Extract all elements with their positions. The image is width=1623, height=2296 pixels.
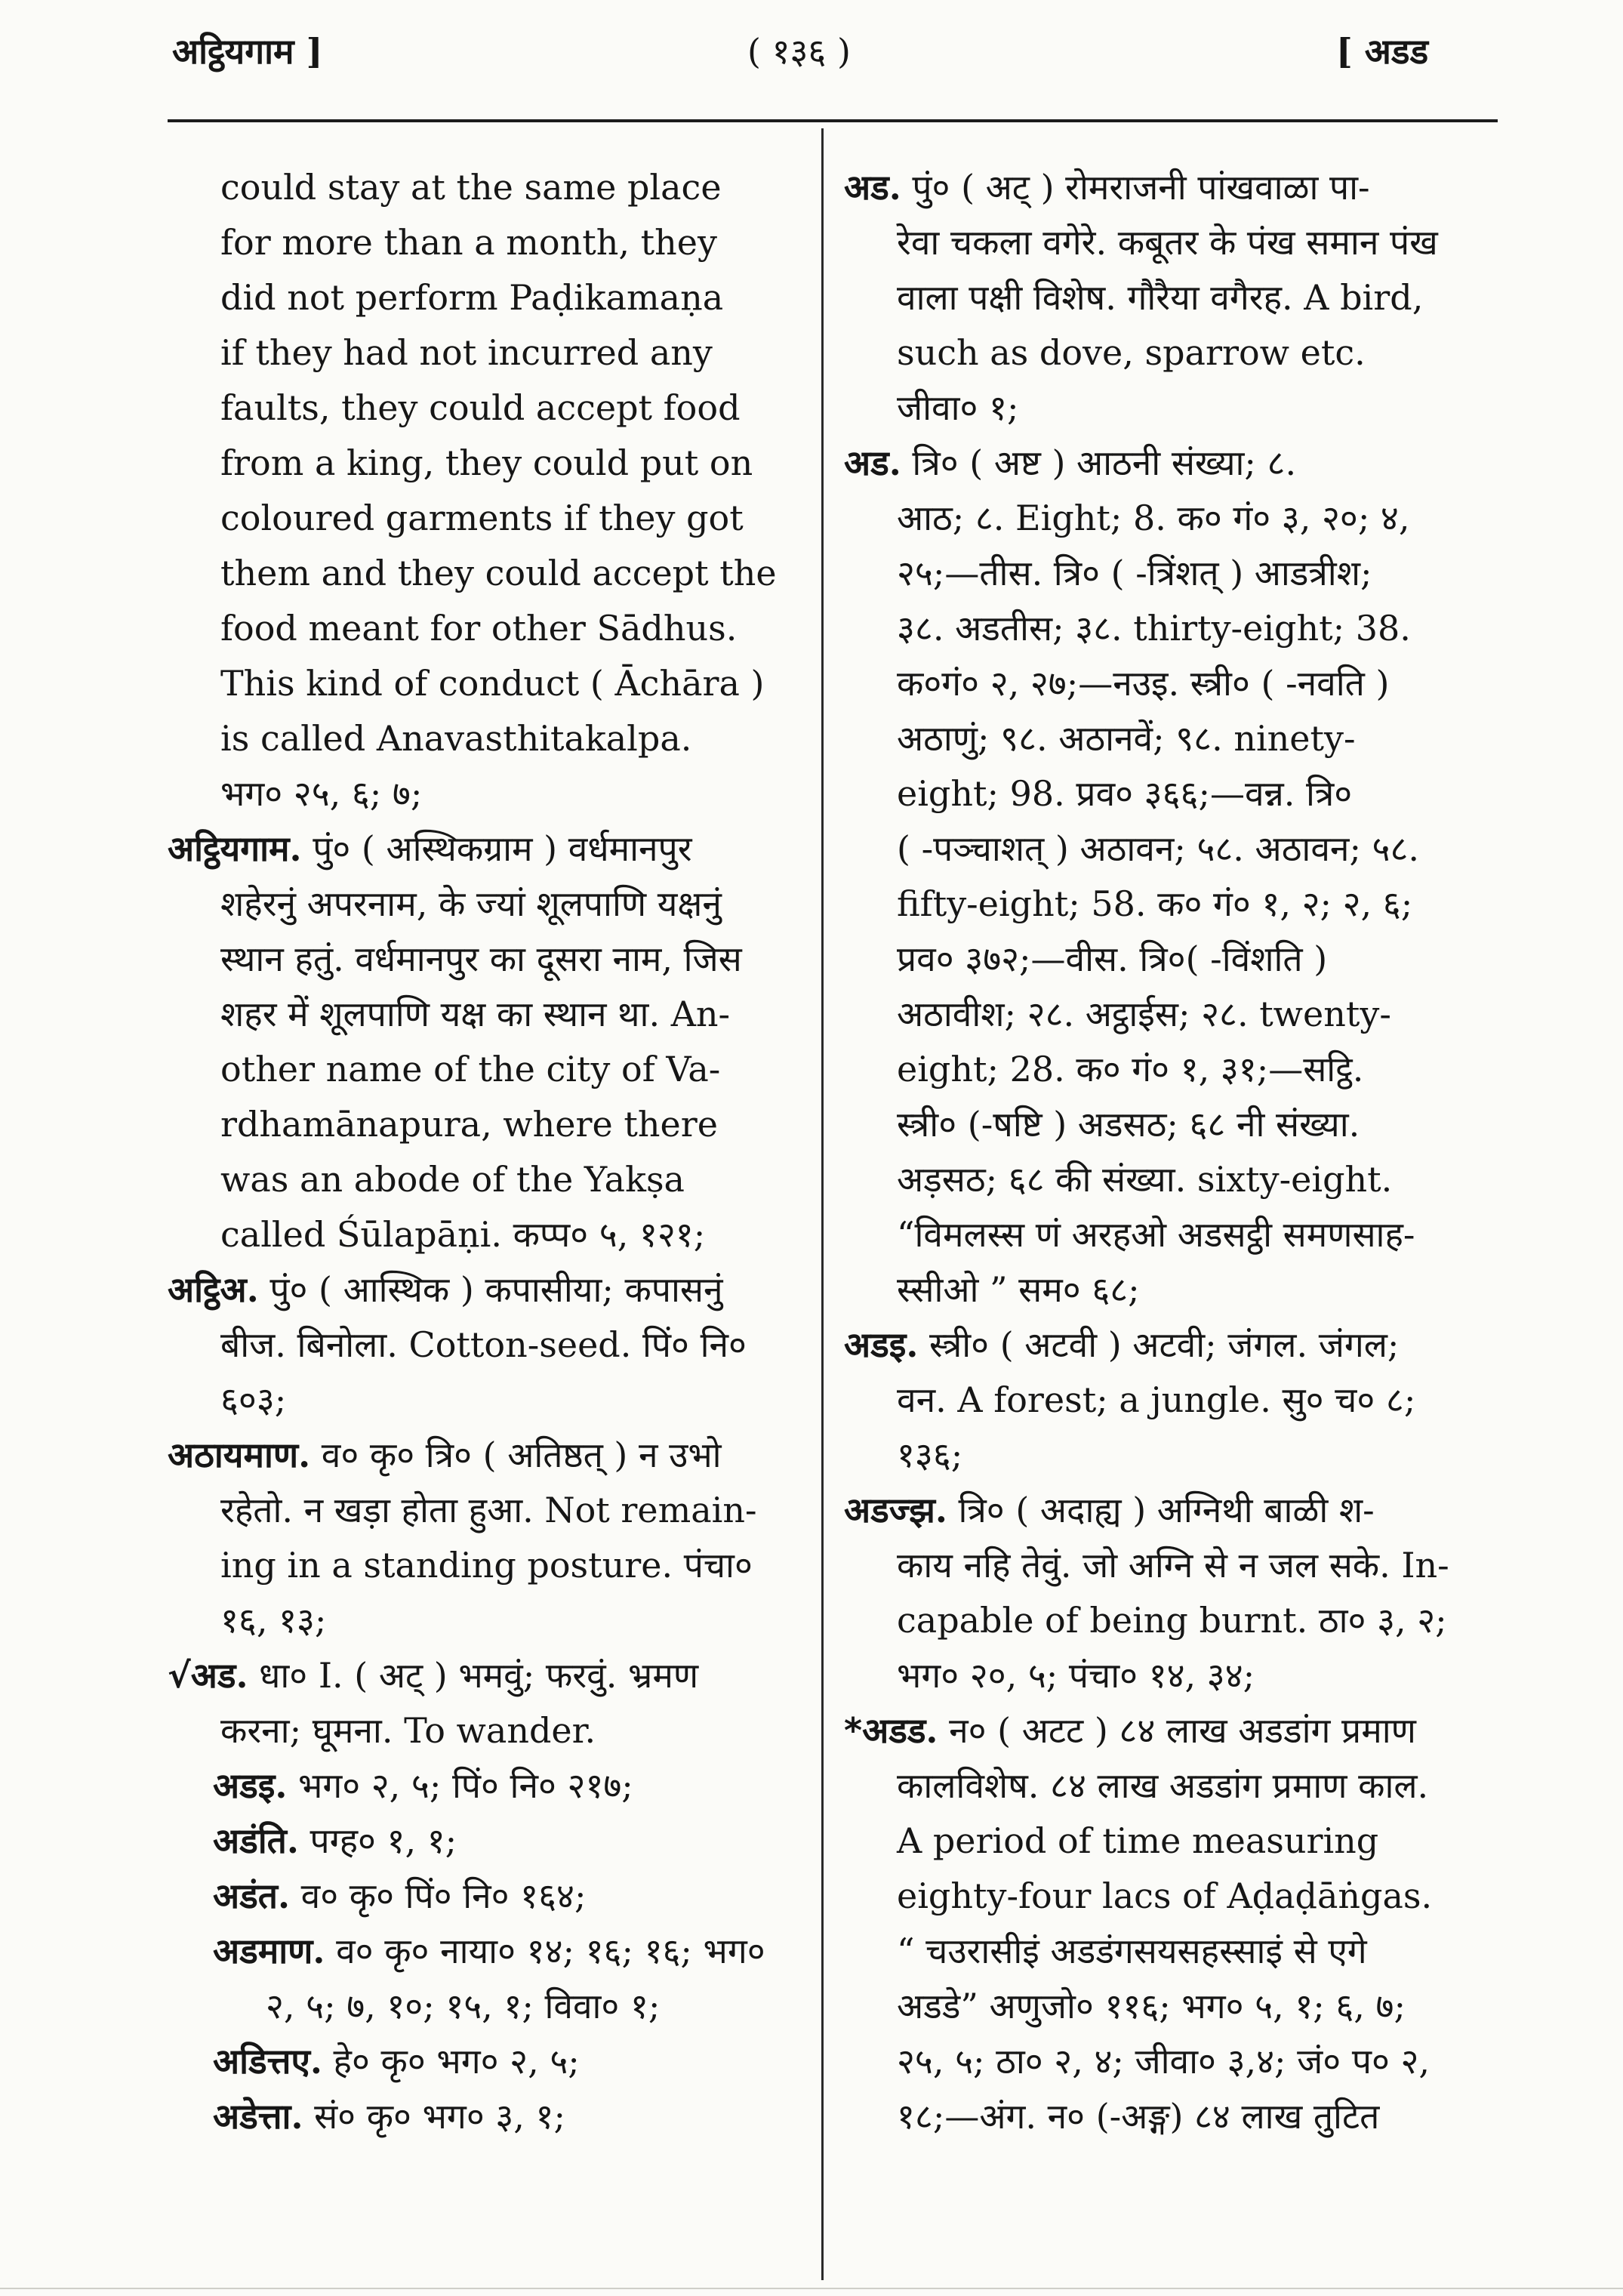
right-column	[844, 160, 1501, 2144]
subentry-adanti	[168, 1814, 802, 1869]
subentry-headword: अडंति.	[213, 1820, 299, 1861]
entry-headword: अट्ठियगाम.	[168, 828, 302, 869]
entry-body: धा० I. ( अट् ) भमवुं; फरवुं. भ्रमण करना; घूमना. To wander.	[220, 1655, 699, 1751]
entry-body: स्त्री० ( अटवी ) अटवी; जंगल. जंगल; वन. A forest; a jungle. सु० च० ८; १३६;	[897, 1324, 1416, 1475]
subentry-body: व० कृ० पिं० नि० १६४;	[290, 1875, 587, 1916]
entry-headword: अठायमाण.	[168, 1435, 311, 1475]
subentry-adanta	[168, 1869, 802, 1924]
running-head-left: अट्ठियगाम ]	[172, 31, 323, 72]
subentry-aditta	[168, 2034, 802, 2089]
subentry-headword: अडइ.	[213, 1765, 288, 1806]
entry-adajjha	[844, 1483, 1501, 1703]
entry-body: पुं० ( अस्थिकग्राम ) वर्धमानपुर शहेरनुं अपरनाम, के ज्यां शूलपाणि यक्षनुं स्थान हतुं. वर्धमानपुर का दूसरा नाम, जिस शहर में शूलपाणि यक्ष का स्थान था. An- other name of the city of Va- rdhamānapura, where there was an abode of the Yakṣa called Śūlapāṇi. कप्प० ५, १२१;	[220, 828, 742, 1255]
subentry-adai	[168, 1758, 802, 1814]
subentry-body: सं० कृ० भग० ३, १;	[303, 2096, 565, 2137]
column-divider	[821, 128, 824, 2280]
running-head-right: [ अडड	[1336, 31, 1429, 72]
entry-headword: अट्ठिअ.	[168, 1269, 259, 1310]
entry-body: पुं० ( आस्थिक ) कपासीया; कपासनुं बीज. बिनोला. Cotton-seed. पिं० नि० ६०३;	[220, 1269, 747, 1420]
subentry-headword: अडंत.	[213, 1875, 290, 1916]
subentry-body: व० कृ० नाया० १४; १६; १६; भग० २, ५; ७, १०; १५, १; विवा० १;	[266, 1931, 765, 2026]
page-edge-line	[0, 2288, 1623, 2289]
entry-atthia	[168, 1262, 802, 1428]
entry-headword: अडड.	[862, 1710, 938, 1751]
page-number: ( १३६ )	[747, 31, 851, 72]
subentry-body: भग० २, ५; पिं० नि० २१७;	[287, 1765, 633, 1806]
entry-headword: अड.	[844, 442, 901, 483]
entry-ada-bird	[844, 160, 1501, 436]
subentry-headword: अडमाण.	[213, 1931, 325, 1971]
entry-body: व० कृ० त्रि० ( अतिष्ठत् ) न उभो रहेतो. न खड़ा होता हुआ. Not remain- ing in a standing posture. पंचा० १६, १३;	[220, 1435, 757, 1641]
entry-adada	[844, 1703, 1501, 2144]
entry-headword: अड.	[844, 167, 901, 208]
entry-body: त्रि० ( अष्ट ) आठनी संख्या; ८. आठ; ८. Eight; 8. क० गं० ३, २०; ४, २५;—तीस. त्रि० ( -त्रिंशत् ) आडत्रीश; ३८. अडतीस; ३८. thirty-eight; 38. क०गं० २, २७;—नउइ. स्त्री० ( -नवति ) अठाणुं; ९८. अठानवें; ९८. ninety- eight; 98. प्रव० ३६६;—वन्न. त्रि० ( -पञ्चाशत् ) अठावन; ५८. अठावन; ५८. fifty-eight; 58. क० गं० १, २; २, ६; प्रव० ३७२;—वीस. त्रि०( -विंशति ) अठावीश; २८. अट्ठाईस; २८. twenty- eight; 28. क० गं० १, ३१;—सट्ठि. स्त्री० (-षष्टि ) अडसठ; ६८ नी संख्या. अड़सठ; ६८ की संख्या. sixty-eight. “विमलस्स णं अरहओ अडसट्ठी समणसाह- स्सीओ ” सम० ६८;	[897, 442, 1420, 1310]
entry-continuation: could stay at the same place for more than a month, they did not perform Paḍikamaṇa if they had not incurred any faults, they could accept food from a king, they could put on coloured garments if they got them and they could accept the food meant for other Sādhus. This kind of conduct ( Āchāra ) is called Anavasthitakalpa. भग० २५, ६; ७;	[220, 167, 777, 814]
entry-headword: अडज्झ.	[844, 1490, 947, 1530]
entry-body: पुं० ( अट् ) रोमराजनी पांखवाळा पा- रेवा चकला वगेरे. कबूतर के पंख समान पंख वाला पक्षी विशेष. गौरैया वगैरह. A bird, such as dove, sparrow etc. जीवा० १;	[897, 167, 1438, 428]
entry-athayamana	[168, 1428, 802, 1648]
entry-ada-root	[168, 1648, 802, 1758]
entry-body: न० ( अटट ) ८४ लाख अडडांग प्रमाण कालविशेष. ८४ लाख अडडांग प्रमाण काल. A period of time measuring eighty-four lacs of Aḍaḍāṅgas. “ चउरासीइं अडडंगसयसहस्साइं से एगे अडडे” अणुजो० ११६; भग० ५, १; ६, ७; २५, ५; ठा० २, ४; जीवा० ३,४; जं० प० २, १८;—अंग. न० (-अङ्ग) ८४ लाख तुटित	[897, 1710, 1433, 2137]
entry-headword: अड.	[190, 1655, 248, 1696]
asterisk-icon: *	[844, 1710, 863, 1751]
subentry-adetta	[168, 2089, 802, 2144]
entry-atthiyagama	[168, 821, 802, 1262]
subentry-body: पग्ह० १, १;	[298, 1820, 457, 1861]
left-column	[168, 160, 802, 2144]
entry-body: त्रि० ( अदाह्य ) अग्निथी बाळी श- काय नहि तेवुं. जो अग्नि से न जल सके. In- capable of being burnt. ठा० ३, २; भग० २०, ५; पंचा० १४, ३४;	[897, 1490, 1449, 1696]
subentry-headword: अडेत्ता.	[213, 2096, 303, 2137]
check-mark-icon: √	[168, 1655, 191, 1696]
subentry-adamana	[168, 1924, 802, 2034]
entry-adai-forest	[844, 1318, 1501, 1483]
entry-headword: अडइ.	[844, 1324, 919, 1365]
entry-ada-eight	[844, 436, 1501, 1318]
header-rule	[168, 119, 1498, 122]
subentry-body: हे० कृ० भग० २, ५;	[322, 2041, 580, 2082]
subentry-headword: अडित्तए.	[213, 2041, 322, 2082]
